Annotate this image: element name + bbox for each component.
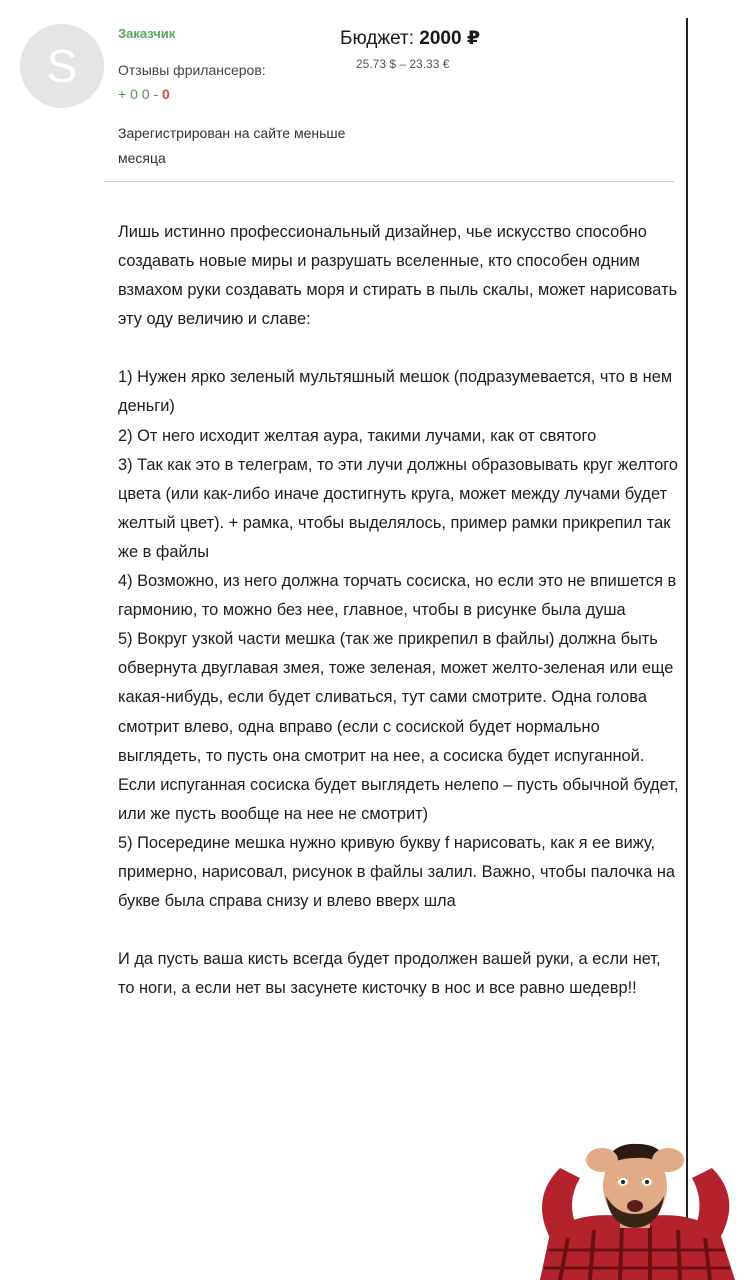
- reviews-neutral: 0: [141, 86, 150, 102]
- description-intro: Лишь истинно профессиональный дизайнер, чье искусство способно создавать новые миры и разрушать вселенные, кто способен одним взмахом руки создавать моря и стирать в пыль скалы, может нарисовать эту оду величию и славе:: [118, 223, 678, 329]
- budget-conversion: 25.73 $ – 23.33 €: [356, 57, 450, 71]
- registration-info: Зарегистрирован на сайте меньше месяца: [118, 125, 346, 166]
- requirement-item: 3) Так как это в телеграм, то эти лучи должны образовывать круг желтого цвета (или как-либо иначе достигнуть круга, может между лучами будет желтый цвет). + рамка, чтобы выделялось, пример рамки прикрепил так же в файлы: [118, 455, 678, 561]
- right-border-line: [686, 18, 688, 1280]
- requirement-item: 1) Нужен ярко зеленый мультяшный мешок (подразумевается, что в нем деньги): [118, 368, 673, 416]
- reviews-counts[interactable]: + 0 0 - 0: [118, 86, 170, 102]
- budget-label: Бюджет:: [340, 28, 415, 49]
- description-outro: И да пусть ваша кисть всегда будет продолжен вашей руки, а если нет, то ноги, а если нет вы засунете кисточку в нос и все равно шедевр!!: [118, 950, 661, 998]
- budget-value: 2000 ₽: [419, 28, 481, 49]
- avatar[interactable]: S: [20, 24, 104, 108]
- reviews-label: Отзывы фрилансеров:: [118, 62, 266, 78]
- task-description: [118, 218, 680, 1003]
- shocked-man-reaction-icon: [520, 1138, 750, 1280]
- requirement-item: 2) От него исходит желтая аура, такими лучами, как от святого: [118, 426, 597, 445]
- requirement-item: 5) Вокруг узкой части мешка (так же прикрепил в файлы) должна быть обвернута двуглавая змея, тоже зеленая, может желто-зеленая или еще какая-нибудь, если будет сливаться, тут сами смотрите. Одна голова смотрит влево, одна вправо (если с сосиской будет нормально выглядеть, то пусть она смотрит на нее, а сосиска будет испуганной. Если испуганная сосиска будет выглядеть нелепо – пусть обычной будет, или же пусть вообще на нее не смотрит): [118, 630, 679, 823]
- reviews-negative: 0: [162, 86, 170, 102]
- budget: [340, 27, 480, 50]
- customer-role-link[interactable]: Заказчик: [118, 26, 176, 41]
- header-divider: [104, 181, 674, 182]
- requirement-item: 4) Возможно, из него должна торчать сосиска, но если это не впишется в гармонию, то можно без нее, главное, чтобы в рисунке была душа: [118, 572, 677, 620]
- customer-header: [0, 0, 686, 185]
- reviews-positive: + 0: [118, 86, 138, 102]
- requirement-item: 5) Посередине мешка нужно кривую букву f нарисовать, как я ее вижу, примерно, нарисовал, рисунок в файлы залил. Важно, чтобы палочка на букве была справа снизу и влево вверх шла: [118, 833, 676, 911]
